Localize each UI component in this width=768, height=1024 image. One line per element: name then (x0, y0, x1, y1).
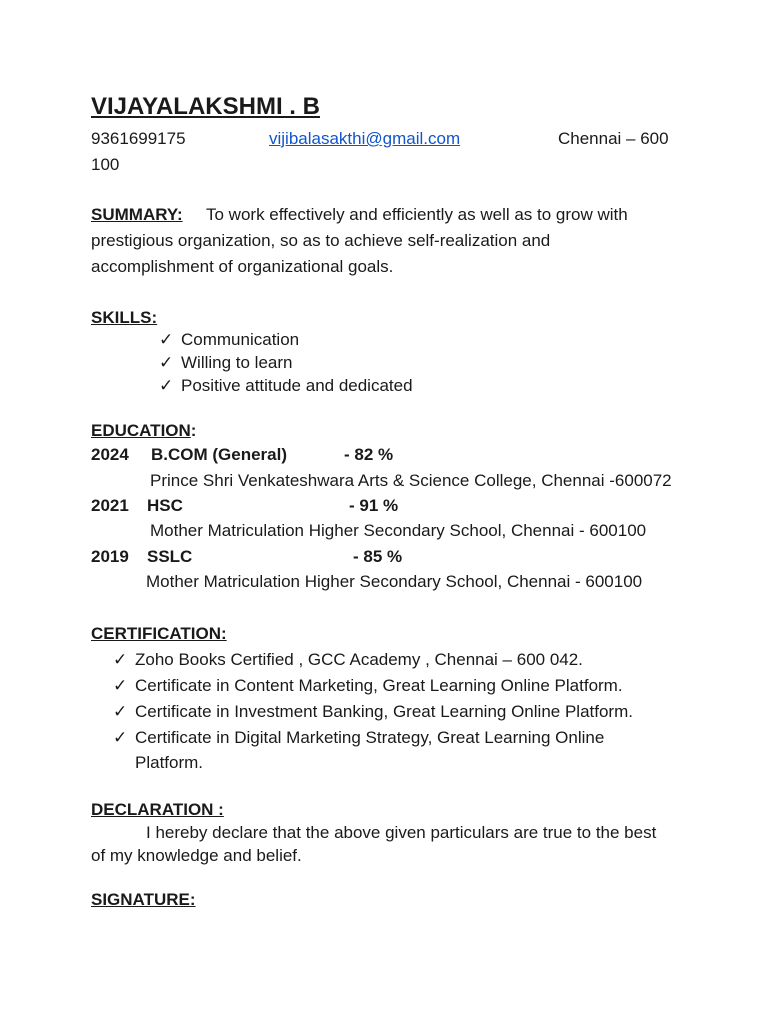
education-year: 2021 (91, 496, 129, 515)
summary-line-3: accomplishment of organizational goals. (91, 257, 394, 276)
certification-label: Certificate in Digital Marketing Strategy, Great Learning Online (135, 728, 605, 747)
checkmark-icon: ✓ (113, 728, 128, 747)
checkmark-icon: ✓ (113, 650, 128, 669)
declaration-heading: DECLARATION : (91, 800, 224, 819)
candidate-name: VIJAYALAKSHMI . B (91, 93, 320, 120)
declaration-line-1: I hereby declare that the above given particulars are true to the best (146, 823, 657, 842)
education-degree: HSC (147, 496, 183, 515)
education-score: - 82 % (344, 445, 394, 464)
declaration-line-2: of my knowledge and belief. (91, 846, 302, 865)
education-institution: Mother Matriculation Higher Secondary School, Chennai - 600100 (150, 521, 647, 540)
education-score: - 85 % (353, 547, 403, 566)
education-score: - 91 % (349, 496, 399, 515)
signature-heading: SIGNATURE: (91, 890, 196, 909)
summary-line-2: prestigious organization, so as to achieve self-realization and (91, 231, 551, 250)
certification-item (113, 726, 604, 750)
education-institution: Mother Matriculation Higher Secondary School, Chennai - 600100 (146, 572, 643, 591)
checkmark-icon: ✓ (113, 702, 128, 721)
skill-item (159, 351, 293, 375)
skill-label: Willing to learn (181, 353, 293, 372)
certification-item (113, 648, 583, 672)
checkmark-icon: ✓ (159, 353, 174, 372)
summary-heading: SUMMARY: (91, 205, 183, 224)
checkmark-icon: ✓ (159, 376, 174, 395)
certification-item (113, 700, 633, 724)
certification-label: Certificate in Content Marketing, Great Learning Online Platform. (135, 676, 623, 695)
education-year: 2024 (91, 445, 129, 464)
education-heading (91, 419, 196, 443)
skills-heading: SKILLS: (91, 308, 158, 327)
certification-heading: CERTIFICATION: (91, 624, 227, 643)
email-link[interactable]: vijibalasakthi@gmail.com (269, 129, 461, 148)
education-year: 2019 (91, 547, 129, 566)
skill-item (159, 328, 299, 352)
certification-item (113, 674, 623, 698)
checkmark-icon: ✓ (113, 676, 128, 695)
skill-item (159, 374, 413, 398)
skill-label: Positive attitude and dedicated (181, 376, 413, 395)
education-degree: SSLC (147, 547, 193, 566)
location-line-1: Chennai – 600 (558, 129, 669, 148)
location-line-2: 100 (91, 155, 120, 174)
education-heading-colon: : (190, 421, 197, 440)
certification-continuation: Platform. (135, 753, 204, 772)
education-degree: B.COM (General) (151, 445, 288, 464)
skill-label: Communication (181, 330, 300, 349)
education-institution: Prince Shri Venkateshwara Arts & Science College, Chennai -600072 (150, 471, 672, 490)
checkmark-icon: ✓ (159, 330, 174, 349)
certification-label: Zoho Books Certified , GCC Academy , Chennai – 600 042. (135, 650, 583, 669)
phone-number: 9361699175 (91, 129, 186, 148)
certification-label: Certificate in Investment Banking, Great Learning Online Platform. (135, 702, 633, 721)
summary-line-1: To work effectively and efficiently as well as to grow with (206, 205, 628, 224)
education-heading-text: EDUCATION (91, 421, 191, 440)
